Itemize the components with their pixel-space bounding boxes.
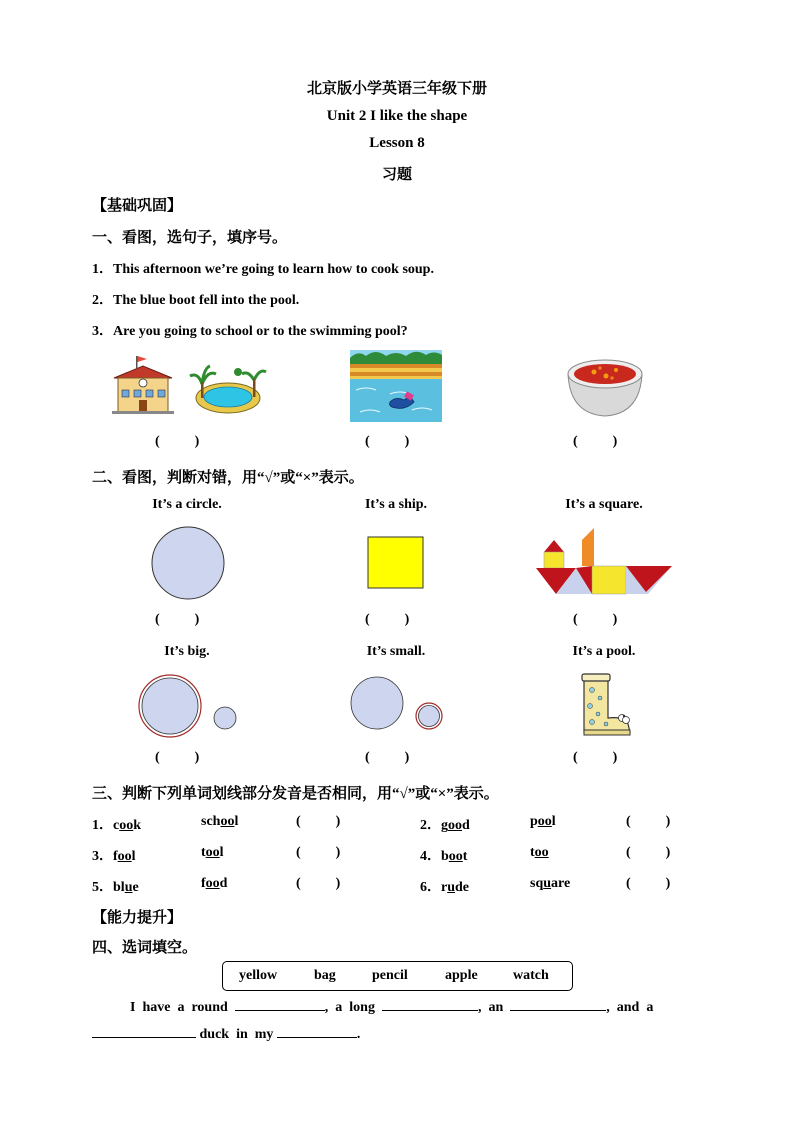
- sentence-text: .: [356, 1027, 361, 1042]
- part3-paren-3[interactable]: ( ): [296, 845, 341, 860]
- blank-1[interactable]: [235, 996, 325, 1011]
- part2-paren-1[interactable]: ( ): [155, 612, 200, 627]
- part2-caption-circle: It’s a circle.: [152, 497, 222, 512]
- word-part: l: [551, 814, 556, 829]
- word-bank-box: [222, 961, 573, 991]
- blank-3[interactable]: [510, 996, 606, 1011]
- boot-in-pool-image: [350, 350, 442, 422]
- part3-item-4: [420, 845, 467, 865]
- swimming-pool-icon: [190, 366, 266, 413]
- page-title-cn: 北京版小学英语三年级下册: [306, 81, 487, 97]
- word-part: r: [441, 880, 448, 895]
- word-bank-word: apple: [445, 968, 478, 983]
- part2-paren-2[interactable]: ( ): [365, 612, 410, 627]
- unit-title: Unit 2 I like the shape: [326, 108, 468, 124]
- part2-caption-big: It’s big.: [164, 644, 210, 659]
- part3-item-3-word2: [201, 845, 224, 861]
- word-part: f: [201, 876, 206, 891]
- part1-sentence-2: [92, 289, 299, 309]
- small-circle-highlighted-image: [350, 674, 446, 736]
- word-part: d: [462, 818, 470, 833]
- word-part: k: [133, 818, 142, 833]
- word-underlined-part: oo: [534, 845, 549, 860]
- part1-answer-paren-1[interactable]: ( ): [155, 434, 200, 449]
- boot-image: [578, 672, 634, 738]
- word-bank-word: bag: [314, 968, 336, 983]
- part3-paren-5[interactable]: ( ): [296, 876, 341, 891]
- square-shape-image: [367, 536, 425, 590]
- word-part: d: [219, 876, 228, 891]
- word-part: de: [455, 880, 470, 895]
- word-part: t: [201, 845, 206, 860]
- sentence-number: 3．: [92, 324, 113, 339]
- part3-paren-4[interactable]: ( ): [626, 845, 671, 860]
- word-part: f: [113, 849, 118, 864]
- word-part: bl: [113, 880, 125, 895]
- school-building-icon: [112, 356, 174, 414]
- part4-heading: 四、选词填空。: [92, 940, 198, 956]
- part3-item-3: [92, 845, 136, 865]
- sentence-text: Are you going to school or to the swimming pool?: [113, 324, 408, 339]
- word-part: l: [219, 845, 224, 860]
- part3-item-2-word2: [530, 814, 556, 830]
- part3-item-4-word2: [530, 845, 549, 861]
- item-number: 2．: [420, 818, 441, 833]
- part1-sentence-3: [92, 320, 408, 340]
- part1-sentence-1: [92, 258, 434, 278]
- word-part: t: [530, 845, 535, 860]
- section-advance: 【能力提升】: [92, 910, 183, 926]
- word-underlined-part: u: [124, 880, 133, 895]
- word-bank-word: watch: [513, 968, 549, 983]
- word-bank-word: pencil: [372, 968, 408, 983]
- part2-paren-3[interactable]: ( ): [573, 612, 618, 627]
- word-part: b: [441, 849, 449, 864]
- circle-shape-image: [150, 525, 226, 601]
- item-number: 3．: [92, 849, 113, 864]
- fill-sentence-line-2: [92, 1023, 360, 1043]
- word-bank-word: yellow: [239, 968, 278, 983]
- part3-item-6: [420, 876, 469, 896]
- part2-heading: 二、看图，判断对错，用“√”或“×”表示。: [92, 470, 364, 486]
- part1-answer-paren-2[interactable]: ( ): [365, 434, 410, 449]
- word-underlined-part: oo: [448, 818, 462, 833]
- word-part: e: [132, 880, 139, 895]
- part3-item-5-word2: [201, 876, 227, 892]
- item-number: 1．: [92, 818, 113, 833]
- item-number: 6．: [420, 880, 441, 895]
- part1-heading: 一、看图，选句子，填序号。: [92, 230, 288, 246]
- part3-item-6-word2: [530, 876, 570, 892]
- part2-paren-5[interactable]: ( ): [365, 750, 410, 765]
- word-part: g: [441, 818, 448, 833]
- word-part: l: [234, 814, 239, 829]
- word-part: p: [530, 814, 538, 829]
- word-part: t: [462, 849, 468, 864]
- part3-item-2: [420, 814, 470, 834]
- word-part: c: [113, 818, 120, 833]
- part3-item-1: [92, 814, 141, 834]
- word-underlined-part: oo: [220, 814, 235, 829]
- part2-caption-pool: It’s a pool.: [572, 644, 636, 659]
- word-part: l: [131, 849, 136, 864]
- item-number: 4．: [420, 849, 441, 864]
- sentence-number: 2．: [92, 293, 113, 308]
- part3-paren-2[interactable]: ( ): [626, 814, 671, 829]
- part3-heading: 三、判断下列单词划线部分发音是否相同，用“√”或“×”表示。: [92, 786, 499, 802]
- sentence-text: duck in my: [199, 1027, 274, 1042]
- sentence-text: I have a round: [130, 1000, 228, 1015]
- sentence-text: , an: [477, 1000, 504, 1015]
- part3-item-1-word2: [201, 814, 238, 830]
- blank-2[interactable]: [382, 996, 478, 1011]
- sentence-text: , and a: [606, 1000, 654, 1015]
- part2-paren-6[interactable]: ( ): [573, 750, 618, 765]
- sentence-text: , a long: [324, 1000, 375, 1015]
- tangram-ship-image: [536, 526, 676, 598]
- soup-bowl-image: [566, 356, 644, 418]
- part3-paren-6[interactable]: ( ): [626, 876, 671, 891]
- lesson-title: Lesson 8: [369, 135, 425, 151]
- sentence-text: This afternoon we’re going to learn how to cook soup.: [113, 262, 434, 277]
- word-part: are: [551, 876, 571, 891]
- word-part: sq: [530, 876, 544, 891]
- part2-caption-square: It’s a square.: [565, 497, 643, 512]
- part1-answer-paren-3[interactable]: ( ): [573, 434, 618, 449]
- exercise-subtitle: 习题: [381, 167, 412, 183]
- blank-4[interactable]: [92, 1023, 196, 1038]
- school-pool-image: [110, 356, 270, 418]
- item-number: 5．: [92, 880, 113, 895]
- word-underlined-part: oo: [205, 845, 220, 860]
- sentence-number: 1．: [92, 262, 113, 277]
- word-underlined-part: oo: [205, 876, 220, 891]
- blank-5[interactable]: [277, 1023, 357, 1038]
- part2-caption-ship: It’s a ship.: [364, 497, 428, 512]
- big-circle-highlighted-image: [138, 674, 240, 738]
- word-underlined-part: oo: [119, 818, 134, 833]
- part2-paren-4[interactable]: ( ): [155, 750, 200, 765]
- word-underlined-part: u: [447, 880, 456, 895]
- part2-caption-small: It’s small.: [366, 644, 426, 659]
- part3-item-5: [92, 876, 139, 896]
- part3-paren-1[interactable]: ( ): [296, 814, 341, 829]
- word-underlined-part: oo: [448, 849, 463, 864]
- sentence-text: The blue boot fell into the pool.: [113, 293, 300, 308]
- word-part: sch: [201, 814, 221, 829]
- fill-sentence-line-1: [130, 996, 653, 1016]
- word-underlined-part: oo: [117, 849, 132, 864]
- word-underlined-part: oo: [537, 814, 552, 829]
- section-basic: 【基础巩固】: [92, 198, 183, 214]
- word-underlined-part: u: [543, 876, 552, 891]
